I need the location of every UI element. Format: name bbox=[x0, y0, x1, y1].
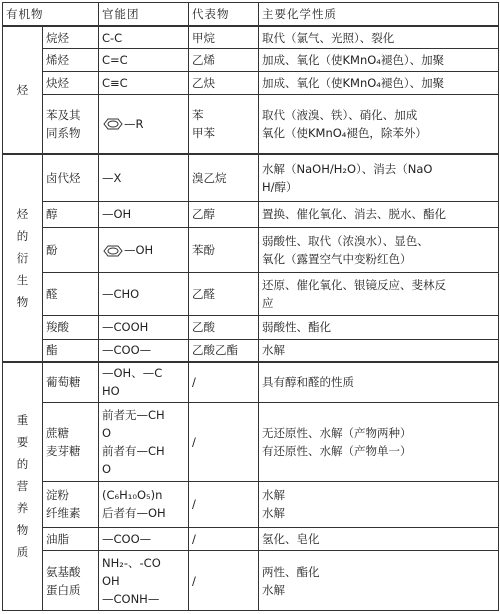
representative-cell bbox=[189, 362, 259, 403]
representative-name: 乙醛 bbox=[192, 287, 215, 302]
functional-group-text: —R bbox=[124, 116, 144, 131]
properties-cell bbox=[259, 201, 499, 227]
table-row bbox=[3, 315, 499, 339]
category-char: 物 bbox=[16, 523, 29, 538]
property-text: 氧化（露置空气中变粉红色） bbox=[262, 252, 412, 267]
representative-cell bbox=[189, 402, 259, 481]
functional-group-text: —OH、—C bbox=[102, 366, 163, 381]
benzene-ring-icon bbox=[102, 118, 124, 130]
family-cell bbox=[43, 49, 99, 72]
category-char: 重 bbox=[16, 413, 29, 428]
functional-group-text: 前者有—CH bbox=[102, 443, 165, 458]
category-char: 的 bbox=[16, 228, 29, 243]
header-representative: 代表物 bbox=[189, 3, 259, 27]
table-row bbox=[3, 26, 499, 49]
representative-name: / bbox=[192, 375, 196, 390]
property-text: 置换、催化氧化、消去、脱水、酯化 bbox=[262, 207, 446, 222]
family-cell bbox=[43, 154, 99, 202]
property-text: 取代（液溴、铁）、硝化、加成 bbox=[262, 107, 418, 122]
category-char: 要 bbox=[16, 435, 29, 450]
table-body bbox=[3, 26, 499, 611]
functional-group-text: —CHO bbox=[102, 287, 140, 302]
header-functional-group: 官能团 bbox=[99, 3, 189, 27]
table-row bbox=[3, 551, 499, 611]
functional-group bbox=[102, 486, 185, 504]
category-char: 物 bbox=[16, 294, 29, 309]
representative-cell bbox=[189, 26, 259, 49]
functional-group-cell bbox=[99, 201, 189, 227]
functional-group-text: —OH bbox=[124, 243, 154, 258]
representative-cell bbox=[189, 49, 259, 72]
functional-group bbox=[102, 442, 185, 460]
representative-name: 乙烯 bbox=[192, 53, 215, 68]
family-name: 酯 bbox=[46, 343, 58, 358]
family-cell bbox=[43, 482, 99, 528]
representative-cell bbox=[189, 527, 259, 551]
functional-group-text: 后者有—OH bbox=[102, 506, 166, 521]
properties-cell bbox=[259, 227, 499, 273]
header-row bbox=[3, 3, 499, 27]
family-name: 麦芽糖 bbox=[46, 443, 81, 458]
properties-cell bbox=[259, 402, 499, 481]
representative-name: 甲苯 bbox=[192, 125, 215, 140]
category-cell bbox=[3, 26, 43, 154]
functional-group-text: OH bbox=[102, 573, 120, 588]
family-cell bbox=[43, 201, 99, 227]
family-name: 氨基酸 bbox=[46, 564, 81, 579]
representative-cell bbox=[189, 227, 259, 273]
functional-group-cell bbox=[99, 527, 189, 551]
representative-name: / bbox=[192, 497, 196, 512]
functional-group-cell bbox=[99, 402, 189, 481]
category-cell bbox=[3, 154, 43, 362]
family-name: 羧酸 bbox=[46, 320, 69, 335]
properties-cell bbox=[259, 315, 499, 339]
functional-group-cell bbox=[99, 339, 189, 362]
family-name: 淀粉 bbox=[46, 488, 69, 503]
property-text: 氧化（使KMnO₄褪色，除苯外） bbox=[262, 125, 427, 140]
functional-group-cell bbox=[99, 26, 189, 49]
property-text: 水解 bbox=[262, 582, 285, 597]
functional-group-cell bbox=[99, 551, 189, 611]
family-name: 烷烃 bbox=[46, 30, 69, 45]
representative-cell bbox=[189, 154, 259, 202]
properties-cell bbox=[259, 154, 499, 202]
table-row bbox=[3, 227, 499, 273]
property-text: 两性、酯化 bbox=[262, 564, 320, 579]
table-row bbox=[3, 49, 499, 72]
property-text: H/醇） bbox=[262, 179, 298, 194]
category-char: 的 bbox=[16, 457, 29, 472]
representative-cell bbox=[189, 339, 259, 362]
functional-group-cell bbox=[99, 315, 189, 339]
category-char: 营 bbox=[16, 479, 29, 494]
representative-cell bbox=[189, 482, 259, 528]
functional-group bbox=[102, 364, 185, 382]
family-name: 纤维素 bbox=[46, 506, 81, 521]
representative-cell bbox=[189, 273, 259, 315]
table-row bbox=[3, 72, 499, 95]
functional-group-text: —X bbox=[102, 170, 122, 185]
functional-group bbox=[102, 115, 185, 133]
functional-group-cell bbox=[99, 94, 189, 154]
representative-name: 乙醇 bbox=[192, 207, 215, 222]
table-row bbox=[3, 273, 499, 315]
family-name: 醛 bbox=[46, 287, 58, 302]
property-text: 水解 bbox=[262, 343, 285, 358]
category-char: 烃 bbox=[16, 82, 29, 97]
properties-cell bbox=[259, 362, 499, 403]
header-organic: 有机物 bbox=[3, 3, 99, 27]
properties-cell bbox=[259, 527, 499, 551]
functional-group bbox=[102, 51, 185, 69]
properties-cell bbox=[259, 49, 499, 72]
functional-group-text: —OH bbox=[102, 207, 132, 222]
property-text: 加成、氧化（使KMnO₄褪色）、加聚 bbox=[262, 75, 445, 90]
functional-group-text: O bbox=[102, 425, 112, 440]
family-cell bbox=[43, 227, 99, 273]
property-text: 应 bbox=[262, 296, 274, 311]
properties-cell bbox=[259, 339, 499, 362]
family-cell bbox=[43, 551, 99, 611]
family-name: 苯及其 bbox=[46, 107, 81, 122]
functional-group-text: C≡C bbox=[102, 75, 128, 90]
table-row bbox=[3, 94, 499, 154]
functional-group-cell bbox=[99, 154, 189, 202]
functional-group-cell bbox=[99, 273, 189, 315]
properties-cell bbox=[259, 26, 499, 49]
functional-group bbox=[102, 241, 185, 259]
functional-group-text: NH₂-、-CO bbox=[102, 555, 161, 570]
representative-name: 甲烷 bbox=[192, 30, 215, 45]
property-text: 加成、氧化（使KMnO₄褪色）、加聚 bbox=[262, 53, 445, 68]
property-text: 具有醇和醛的性质 bbox=[262, 375, 354, 390]
functional-group-text: —COO— bbox=[102, 343, 152, 358]
table-row bbox=[3, 339, 499, 362]
representative-cell bbox=[189, 201, 259, 227]
family-name: 酚 bbox=[46, 243, 58, 258]
family-name: 同系物 bbox=[46, 125, 81, 140]
functional-group bbox=[102, 572, 185, 590]
header-properties: 主要化学性质 bbox=[259, 3, 499, 27]
properties-cell bbox=[259, 72, 499, 95]
family-cell bbox=[43, 94, 99, 154]
properties-cell bbox=[259, 273, 499, 315]
family-cell bbox=[43, 339, 99, 362]
representative-name: 乙酸乙酯 bbox=[192, 343, 238, 358]
functional-group bbox=[102, 205, 185, 223]
family-name: 醇 bbox=[46, 207, 58, 222]
family-cell bbox=[43, 26, 99, 49]
property-text: 取代（氯气、光照）、裂化 bbox=[262, 30, 395, 45]
functional-group bbox=[102, 29, 185, 47]
functional-group-cell bbox=[99, 362, 189, 403]
functional-group bbox=[102, 590, 185, 608]
family-name: 炔烃 bbox=[46, 75, 69, 90]
family-name: 油脂 bbox=[46, 531, 69, 546]
functional-group bbox=[102, 460, 185, 478]
property-text: 水解 bbox=[262, 506, 285, 521]
table-row bbox=[3, 527, 499, 551]
functional-group-cell bbox=[99, 72, 189, 95]
functional-group bbox=[102, 424, 185, 442]
functional-group bbox=[102, 169, 185, 187]
representative-cell bbox=[189, 315, 259, 339]
representative-cell bbox=[189, 94, 259, 154]
functional-group bbox=[102, 530, 185, 548]
family-cell bbox=[43, 315, 99, 339]
representative-name: 苯 bbox=[192, 107, 204, 122]
family-name: 烯烃 bbox=[46, 53, 69, 68]
category-char: 质 bbox=[16, 545, 29, 560]
category-char: 生 bbox=[16, 272, 29, 287]
property-text: 氢化、皂化 bbox=[262, 531, 320, 546]
representative-name: / bbox=[192, 434, 196, 449]
family-cell bbox=[43, 273, 99, 315]
properties-cell bbox=[259, 551, 499, 611]
category-cell bbox=[3, 362, 43, 611]
properties-cell bbox=[259, 94, 499, 154]
property-text: 有还原性、水解（产物单一） bbox=[262, 443, 412, 458]
family-cell bbox=[43, 362, 99, 403]
functional-group-cell bbox=[99, 49, 189, 72]
functional-group-text: —COOH bbox=[102, 320, 149, 335]
property-text: 弱酸性、酯化 bbox=[262, 320, 331, 335]
functional-group-text: C-C bbox=[102, 30, 123, 45]
representative-cell bbox=[189, 551, 259, 611]
property-text: 水解 bbox=[262, 488, 285, 503]
family-cell bbox=[43, 72, 99, 95]
functional-group-text: O bbox=[102, 461, 112, 476]
representative-name: 乙炔 bbox=[192, 75, 215, 90]
family-name: 蛋白质 bbox=[46, 582, 81, 597]
category-char: 养 bbox=[16, 501, 29, 516]
functional-group bbox=[102, 382, 185, 400]
functional-group-text: 前者无—CH bbox=[102, 407, 165, 422]
table-row bbox=[3, 402, 499, 481]
functional-group-text: —CONH— bbox=[102, 591, 160, 606]
category-char: 烃 bbox=[16, 206, 29, 221]
table-row bbox=[3, 482, 499, 528]
functional-group-text: —COO— bbox=[102, 531, 152, 546]
property-text: 水解（NaOH/H₂O）、消去（NaO bbox=[262, 161, 433, 176]
representative-name: / bbox=[192, 573, 196, 588]
table-row bbox=[3, 362, 499, 403]
functional-group bbox=[102, 74, 185, 92]
functional-group-cell bbox=[99, 482, 189, 528]
family-cell bbox=[43, 527, 99, 551]
functional-group bbox=[102, 285, 185, 303]
functional-group bbox=[102, 318, 185, 336]
properties-cell bbox=[259, 482, 499, 528]
family-cell bbox=[43, 402, 99, 481]
category-char: 衍 bbox=[16, 250, 29, 265]
organic-chemistry-table bbox=[2, 2, 499, 611]
functional-group bbox=[102, 341, 185, 359]
property-text: 弱酸性、取代（浓溴水）、显色、 bbox=[262, 234, 429, 249]
representative-cell bbox=[189, 72, 259, 95]
table-row bbox=[3, 154, 499, 202]
functional-group-text: HO bbox=[102, 384, 120, 399]
functional-group bbox=[102, 554, 185, 572]
property-text: 无还原性、水解（产物两种） bbox=[262, 425, 412, 440]
representative-name: 溴乙烷 bbox=[192, 170, 227, 185]
functional-group-text: (C₆H₁₀O₅)n bbox=[102, 488, 163, 503]
representative-name: 乙酸 bbox=[192, 320, 215, 335]
functional-group-cell bbox=[99, 227, 189, 273]
functional-group-text: C=C bbox=[102, 53, 128, 68]
functional-group bbox=[102, 504, 185, 522]
benzene-ring-icon bbox=[102, 245, 124, 257]
representative-name: 苯酚 bbox=[192, 243, 215, 258]
table-row bbox=[3, 201, 499, 227]
property-text: 还原、催化氧化、银镜反应、斐林反 bbox=[262, 278, 446, 293]
representative-name: / bbox=[192, 531, 196, 546]
functional-group bbox=[102, 406, 185, 424]
family-name: 蔗糖 bbox=[46, 425, 69, 440]
family-name: 葡萄糖 bbox=[46, 375, 81, 390]
family-name: 卤代烃 bbox=[46, 170, 81, 185]
